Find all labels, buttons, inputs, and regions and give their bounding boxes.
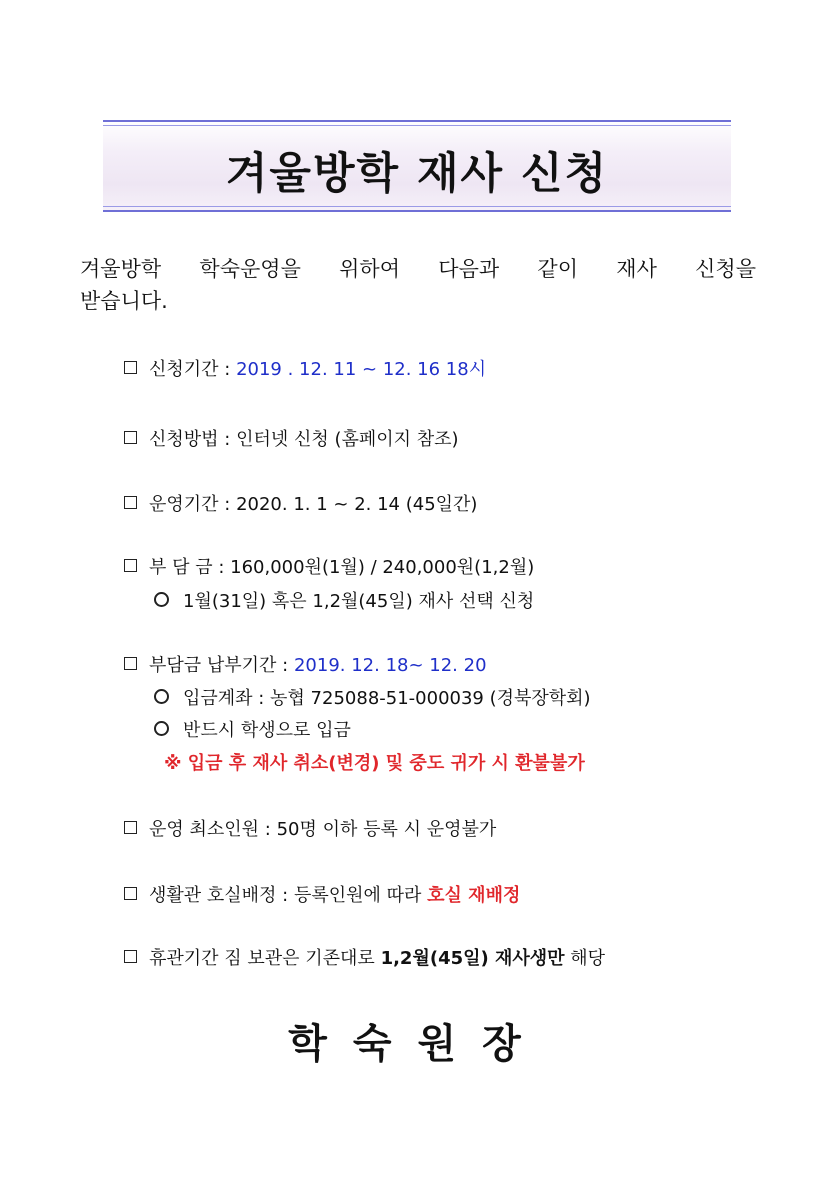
checkbox-square-icon: [124, 657, 137, 670]
title-banner: [103, 120, 731, 212]
banner-rule-top-thin: [103, 125, 731, 126]
item-value: 160,000원(1월) / 240,000원(1,2월): [230, 557, 535, 578]
item-room-assignment: [124, 881, 520, 907]
banner-rule-top: [103, 120, 731, 122]
banner-rule-bottom-thin: [103, 206, 731, 207]
item-fee-sub: 1월(31일) 혹은 1,2월(45일) 재사 선택 신청: [154, 587, 534, 613]
item-value: 1,2월(45일) 재사생만: [380, 948, 565, 969]
item-value: 2020. 1. 1 ~ 2. 14 (45일간): [236, 494, 478, 515]
item-value: 50명 이하 등록 시 운영불가: [276, 819, 497, 840]
item-minimum-count: [124, 815, 496, 841]
item-label: 생활관 호실배정 :: [149, 885, 289, 906]
item-value: 인터넷 신청 (홈페이지 참조): [236, 429, 459, 450]
refund-warning: ※ 입금 후 재사 취소(변경) 및 중도 귀가 시 환불불가: [164, 753, 585, 774]
item-value: 2019. 12. 18~ 12. 20: [293, 655, 487, 676]
item-application-period: [124, 355, 486, 381]
signature: 학숙원장: [288, 1021, 547, 1067]
item-highlight: 호실 재배정: [427, 885, 521, 906]
item-label: 신청방법 :: [149, 429, 231, 450]
checkbox-square-icon: [124, 950, 137, 963]
item-value: 등록인원에 따라: [293, 885, 422, 906]
page-title: 겨울방학 재사 신청: [225, 149, 609, 199]
item-label: 운영 최소인원 :: [149, 819, 271, 840]
checkbox-square-icon: [124, 821, 137, 834]
item-label: 휴관기간 짐 보관은 기존대로: [149, 948, 375, 969]
intro-line-1: 겨울방학 학숙운영을 위하여 다음과 같이 재사 신청을: [80, 257, 756, 281]
checkbox-square-icon: [124, 431, 137, 444]
circle-bullet-icon: [154, 689, 169, 704]
item-payment-note: 반드시 학생으로 입금: [154, 716, 351, 742]
circle-bullet-icon: [154, 721, 169, 736]
item-application-method: [124, 425, 459, 451]
circle-bullet-icon: [154, 592, 169, 607]
item-label: 부 담 금 :: [149, 557, 225, 578]
checkbox-square-icon: [124, 559, 137, 572]
item-tail: 해당: [570, 948, 606, 969]
item-label: 운영기간 :: [149, 494, 231, 515]
intro-line-2: 받습니다.: [80, 289, 168, 313]
item-fee: [124, 553, 534, 579]
item-label: 부담금 납부기간 :: [149, 655, 289, 676]
item-label: 신청기간 :: [149, 359, 231, 380]
checkbox-square-icon: [124, 887, 137, 900]
item-payment-period: [124, 651, 487, 677]
banner-rule-bottom: [103, 210, 731, 212]
item-operation-period: [124, 490, 477, 516]
item-storage: [124, 944, 605, 970]
checkbox-square-icon: [124, 496, 137, 509]
checkbox-square-icon: [124, 361, 137, 374]
item-value: 2019 . 12. 11 ~ 12. 16 18시: [236, 359, 487, 380]
item-payment-account: 입금계좌 : 농협 725088-51-000039 (경북장학회): [154, 684, 591, 710]
